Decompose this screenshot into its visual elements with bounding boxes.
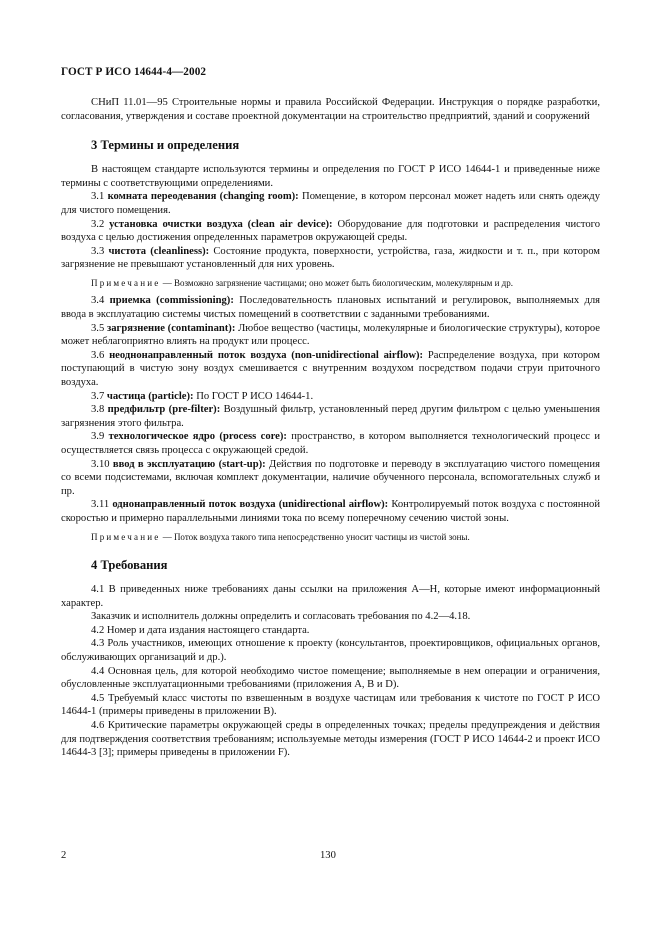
term-3-2: 3.2 установка очистки воздуха (clean air device): Оборудование для подготовки и распределения чистого воздуха с целью достижения определенных параметров окружающей среды. [61, 218, 600, 244]
req-4-4: 4.4 Основная цель, для которой необходимо чистое помещение; выполняемые в нем операции и ограничения, обусловленные эксплуатационными требованиями (приложения А, В и D). [61, 665, 600, 691]
req-4-3: 4.3 Роль участников, имеющих отношение к проекту (консультантов, проектировщиков, официальных органов, обслуживающих организаций и др.). [61, 638, 600, 663]
term-3-5: 3.5 загрязнение (contaminant): Любое вещество (частицы, молекулярные и биологические структуры), которое может неблагоприятно влиять на продукт или процесс. [61, 322, 601, 348]
document-body [61, 96, 600, 760]
term-3-1: 3.1 комната переодевания (changing room): Помещение, в котором персонал может надеть или снять одежду для чистого помещения. [61, 191, 600, 216]
term-3-4: 3.4 приемка (commissioning): Последовательность плановых испытаний и регулировок, выполняемых для ввода в эксплуатацию системы чистых помещений в соответствии с заданными требованиями. [61, 295, 601, 321]
term-3-7: 3.7 частица (particle): По ГОСТ Р ИСО 14644-1. [91, 390, 314, 402]
term-3-8: 3.8 предфильтр (pre-filter): Воздушный фильтр, установленный перед другим фильтром с целью уменьшения загрязнения этого фильтра. [61, 404, 600, 429]
req-4-5: 4.5 Требуемый класс чистоты по взвешенным в воздухе частицам или требования к чистоте по ГОСТ Р ИСО 14644-1 (примеры приведены в приложении В). [61, 692, 600, 718]
section-3-title: 3 Термины и определения [91, 138, 240, 153]
note-1: Примечание — Возможно загрязнение частицами; оно может быть биологическим, молекулярным и др. [91, 277, 513, 288]
term-3-6: 3.6 неоднонаправленный поток воздуха (non-unidirectional airflow): Распределение воздуха, при котором поступающий в чистую зону воздух смешивается с внутренним воздухом посредством подачи струи приточного воздуха. [61, 349, 600, 388]
section-4-title: 4 Требования [91, 558, 168, 573]
req-4-2: 4.2 Номер и дата издания настоящего стандарта. [91, 624, 310, 636]
section-3-intro: В настоящем стандарте используются термины и определения по ГОСТ Р ИСО 14644-1 и приведенные ниже термины с соответствующими определениями. [61, 164, 600, 189]
page-number-left: 2 [61, 850, 67, 861]
document-header: ГОСТ Р ИСО 14644-4—2002 [61, 66, 207, 78]
term-3-10: 3.10 ввод в эксплуатацию (start-up): Действия по подготовке и переводу в эксплуатацию чистого помещения со всеми подсистемами, включая комплект документации, наличие обученного персонала, вспомогательных служб и пр. [61, 458, 600, 497]
req-4-1: 4.1 В приведенных ниже требованиях даны ссылки на приложения А—Н, которые имеют информационный характер. [61, 584, 600, 609]
term-3-3: 3.3 чистота (cleanliness): Состояние продукта, поверхности, устройства, газа, жидкости и т. п., при котором загрязнение не превышают установленный для них уровень. [61, 245, 600, 271]
term-3-11: 3.11 однонаправленный поток воздуха (unidirectional airflow): Контролируемый поток воздуха с постоянной скоростью и примерно параллельными линиями тока по всему поперечному сечению чистой зоны. [61, 499, 601, 524]
req-4-6: 4.6 Критические параметры окружающей среды в определенных точках; пределы предупреждения и действия для подтверждения соответствия требованиям; используемые методы измерения (ГОСТ Р ИСО 14644-2 и проект ИСО 14644-3 [3]; примеры приведены в приложении F). [61, 719, 600, 759]
note-2: Примечание — Поток воздуха такого типа непосредственно уносит частицы из чистой зоны. [91, 531, 470, 542]
page-number-center: 130 [320, 850, 336, 861]
req-4-1-b: Заказчик и исполнитель должны определить и согласовать требования по 4.2—4.18. [91, 611, 471, 623]
term-3-9: 3.9 технологическое ядро (process core): пространство, в котором выполняется технологический процесс и осуществляется связь процесса с окружающей средой. [61, 431, 600, 456]
intro-paragraph: СНиП 11.01—95 Строительные нормы и правила Российской Федерации. Инструкция о порядке разработки, согласования, утверждения и составе проектной документации на строительство предприятий, зданий и сооружений [61, 97, 600, 122]
